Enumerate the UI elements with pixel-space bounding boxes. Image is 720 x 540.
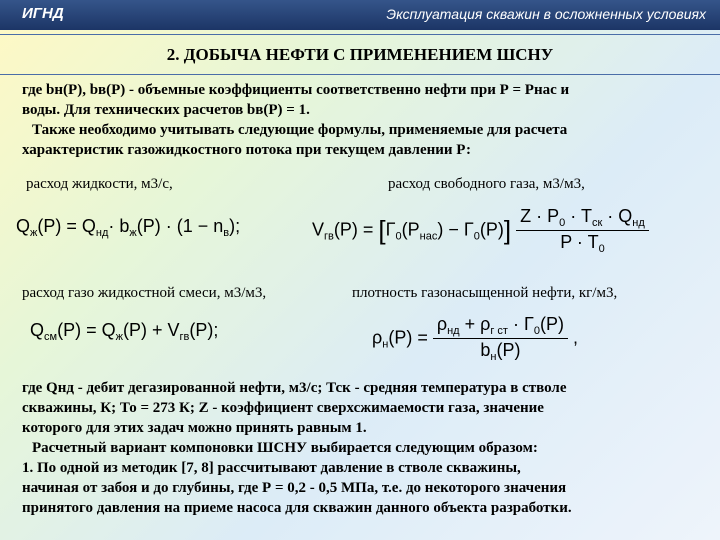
free-gas-fraction: $\frac{Z \cdot P_0 \cdot T_{ск} \cdot Q_{нд}}{P \cdot T_0}$	[516, 206, 649, 255]
outro-paragraph	[22, 378, 702, 518]
course-title: Эксплуатация скважин в осложненных условиях	[386, 6, 706, 22]
intro-paragraph	[22, 80, 702, 160]
intro-line: воды. Для технических расчетов bв(Р) = 1.	[22, 102, 310, 118]
outro-line: принятого давления на приеме насоса для скважин данного объекта разработки.	[22, 500, 572, 516]
title-divider	[0, 74, 720, 75]
outro-line: скважины, К; То = 273 К; Z - коэффициент сверхсжимаемости газа, значение	[22, 400, 544, 416]
oil-density-fraction: $\frac{\rho_{нд} + \rho_{г ст} \cdot \Gamma_0(P)}{b_н(P)}$	[433, 314, 568, 363]
intro-line: характеристик газожидкостного потока при текущем давлении Р:	[22, 142, 472, 158]
free-gas-flow-label: расход свободного газа, м3/м3,	[388, 176, 585, 192]
mixture-flow-formula: $Q_{см}(P) = Q_ж(P) + V_{гв}(P)$;	[30, 320, 219, 343]
liquid-flow-label: расход жидкости, м3/с,	[26, 176, 173, 192]
outro-line: где Qнд - дебит дегазированной нефти, м3/с; Тск - средняя температура в стволе	[22, 380, 567, 396]
header-bar	[0, 0, 720, 30]
outro-line: 1. По одной из методик [7, 8] рассчитывают давление в стволе скважины,	[22, 460, 521, 476]
slide-title: 2. ДОБЫЧА НЕФТИ С ПРИМЕНЕНИЕМ ШСНУ	[166, 45, 554, 64]
oil-density-formula: $\rho_н(P)$ = $\frac{\rho_{нд} + \rho_{г ст} \cdot \Gamma_0(P)}{b_н(P)}$ ,	[372, 314, 579, 363]
header-divider-top	[0, 34, 720, 35]
intro-line: Также необходимо учитывать следующие формулы, применяемые для расчета	[32, 122, 568, 138]
outro-line: которого для этих задач можно принять равным 1.	[22, 420, 367, 436]
brand-label: ИГНД	[22, 5, 64, 22]
intro-line: где bн(Р), bв(Р) - объемные коэффициенты соответственно нефти при Р = Рнас и	[22, 82, 570, 98]
mixture-flow-label: расход газо жидкостной смеси, м3/м3,	[22, 285, 267, 301]
outro-line: Расчетный вариант компоновки ШСНУ выбирается следующим образом:	[32, 440, 538, 456]
free-gas-flow-formula: $V_{гв}(P) = [\Gamma_0(P_{нас}) - \Gamma_0(P)]$ $\frac{Z \cdot P_0 \cdot T_{ск} \cdot Q_{нд}}{P \cdot T_0}$	[312, 206, 649, 255]
outro-line: начиная от забоя и до глубины, где Р = 0,2 - 0,5 МПа, т.е. до некоторого значения	[22, 480, 567, 496]
liquid-flow-formula: $Q_ж(P) = Q_{нд}\cdot b_ж(P) \cdot (1 - n_в)$;	[16, 216, 241, 239]
oil-density-label: плотность газонасыщенной нефти, кг/м3,	[352, 285, 618, 301]
